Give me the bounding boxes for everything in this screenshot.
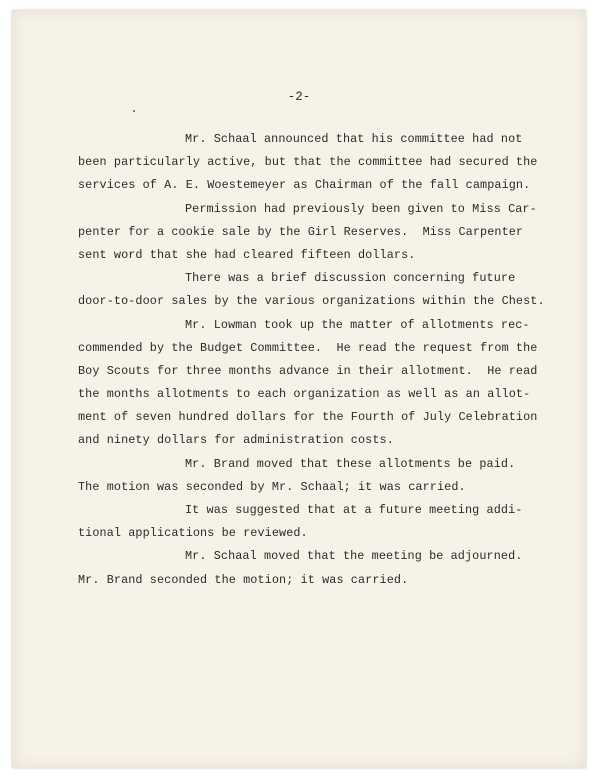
paragraph-adjournment-line: Mr. Schaal moved that the meeting be adjourned. [185, 549, 523, 564]
paragraph-allotments-line: ment of seven hundred dollars for the Fourth of July Celebration [78, 410, 538, 425]
paragraph-schaal-committee-line: services of A. E. Woestemeyer as Chairman of the fall campaign. [78, 178, 531, 193]
paragraph-allotments-line: the months allotments to each organization as well as an allot- [78, 387, 531, 402]
paragraph-motion-line: The motion was seconded by Mr. Schaal; it was carried. [78, 479, 466, 494]
paragraph-discussion-line: door-to-door sales by the various organizations within the Chest. [78, 294, 545, 309]
paragraph-cookie-sale-line: sent word that she had cleared fifteen dollars. [78, 247, 416, 262]
paragraph-applications-line: tional applications be reviewed. [78, 526, 308, 541]
paragraph-allotments-line: Boy Scouts for three months advance in their allotment. He read [78, 363, 538, 378]
paragraph-applications-line: It was suggested that at a future meeting addi- [185, 503, 523, 517]
document-page [12, 10, 586, 768]
page-number: -2- [287, 90, 311, 104]
paragraph-discussion-line: There was a brief discussion concerning future [185, 271, 516, 286]
paragraph-motion-line: Mr. Brand moved that these allotments be paid. [185, 456, 516, 471]
ink-speck [133, 110, 135, 112]
minutes-body [78, 128, 545, 592]
paragraph-cookie-sale-line: penter for a cookie sale by the Girl Reserves. Miss Carpenter [78, 224, 524, 239]
paragraph-schaal-committee-line: been particularly active, but that the committee had secured the [78, 155, 538, 170]
paragraph-allotments-line: commended by the Budget Committee. He read the request from the [78, 340, 538, 355]
paragraph-adjournment-line: Mr. Brand seconded the motion; it was carried. [78, 572, 409, 587]
paragraph-schaal-committee-line: Mr. Schaal announced that his committee had not [185, 132, 523, 146]
paragraph-allotments-line: and ninety dollars for administration costs. [78, 433, 394, 448]
paragraph-allotments-line: Mr. Lowman took up the matter of allotments rec- [185, 317, 530, 332]
paragraph-cookie-sale-line: Permission had previously been given to Miss Car- [185, 201, 537, 216]
